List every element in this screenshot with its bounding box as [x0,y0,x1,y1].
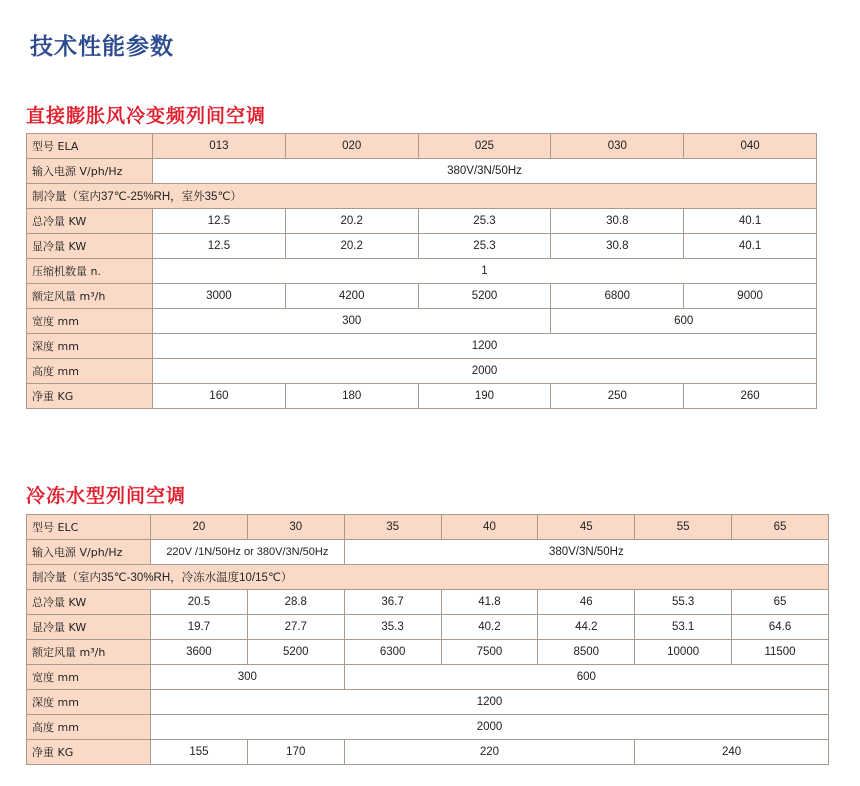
table-row-model [27,134,817,159]
value-cell: 11500 [732,640,829,665]
model-cell: 45 [538,515,635,540]
value-cell: 155 [151,740,248,765]
value-cell: 600 [344,665,828,690]
value-cell: 2000 [151,715,829,740]
value-cell: 20.2 [285,234,418,259]
value-cell: 180 [285,384,418,409]
value-cell: 1 [153,259,817,284]
table-row-width [27,309,817,334]
table-row-height [27,359,817,384]
table-row-cooling-note [27,565,829,590]
value-cell: 380V/3N/50Hz [344,540,828,565]
row-label: 额定风量 m³/h [27,640,151,665]
value-cell: 40.1 [684,234,817,259]
page-title: 技术性能参数 [30,34,174,60]
value-cell: 53.1 [635,615,732,640]
model-cell: 30 [247,515,344,540]
model-cell: 40 [441,515,538,540]
value-cell: 44.2 [538,615,635,640]
spec-table-ela [26,133,817,409]
table-row-depth [27,334,817,359]
table-row-weight [27,384,817,409]
row-label: 净重 KG [27,384,153,409]
value-cell: 2000 [153,359,817,384]
value-cell: 8500 [538,640,635,665]
value-cell: 250 [551,384,684,409]
value-cell: 46 [538,590,635,615]
row-label: 型号 ELC [27,515,151,540]
value-cell: 28.8 [247,590,344,615]
row-label: 高度 mm [27,715,151,740]
value-cell: 41.8 [441,590,538,615]
value-cell: 25.3 [418,234,551,259]
value-cell: 600 [551,309,817,334]
value-cell: 300 [153,309,551,334]
table-row-power [27,540,829,565]
value-cell: 10000 [635,640,732,665]
model-cell: 65 [732,515,829,540]
table-row-sensible-cooling [27,234,817,259]
value-cell: 5200 [418,284,551,309]
value-cell: 35.3 [344,615,441,640]
table-row-airflow [27,640,829,665]
value-cell: 25.3 [418,209,551,234]
row-label: 显冷量 KW [27,615,151,640]
table-row-airflow [27,284,817,309]
value-cell: 27.7 [247,615,344,640]
value-cell: 170 [247,740,344,765]
table-row-sensible-cooling [27,615,829,640]
row-label: 宽度 mm [27,309,153,334]
table-row-total-cooling [27,209,817,234]
value-cell: 7500 [441,640,538,665]
value-cell: 260 [684,384,817,409]
value-cell: 240 [635,740,829,765]
table-row-model [27,515,829,540]
row-label: 高度 mm [27,359,153,384]
value-cell: 12.5 [153,234,286,259]
cooling-note: 制冷量（室内35℃-30%RH，冷冻水温度10/15℃） [27,565,829,590]
model-cell: 020 [285,134,418,159]
value-cell: 3600 [151,640,248,665]
model-cell: 55 [635,515,732,540]
value-cell: 220 [344,740,635,765]
model-cell: 040 [684,134,817,159]
row-label: 型号 ELA [27,134,153,159]
value-cell: 190 [418,384,551,409]
row-label: 显冷量 KW [27,234,153,259]
model-cell: 025 [418,134,551,159]
value-cell: 30.8 [551,234,684,259]
value-cell: 4200 [285,284,418,309]
row-label: 输入电源 V/ph/Hz [27,540,151,565]
table-row-total-cooling [27,590,829,615]
row-label: 总冷量 KW [27,209,153,234]
value-cell: 64.6 [732,615,829,640]
model-cell: 35 [344,515,441,540]
value-cell: 380V/3N/50Hz [153,159,817,184]
row-label: 输入电源 V/ph/Hz [27,159,153,184]
row-label: 净重 KG [27,740,151,765]
value-cell: 5200 [247,640,344,665]
value-cell: 19.7 [151,615,248,640]
value-cell: 40.1 [684,209,817,234]
value-cell: 220V /1N/50Hz or 380V/3N/50Hz [151,540,345,565]
value-cell: 1200 [151,690,829,715]
value-cell: 160 [153,384,286,409]
row-label: 总冷量 KW [27,590,151,615]
model-cell: 030 [551,134,684,159]
value-cell: 65 [732,590,829,615]
value-cell: 55.3 [635,590,732,615]
spec-table-elc [26,514,829,765]
section-title-ela: 直接膨胀风冷变频列间空调 [26,105,267,127]
value-cell: 9000 [684,284,817,309]
row-label: 宽度 mm [27,665,151,690]
value-cell: 3000 [153,284,286,309]
table-row-height [27,715,829,740]
table-row-compressor [27,259,817,284]
model-cell: 013 [153,134,286,159]
table-row-power [27,159,817,184]
row-label: 额定风量 m³/h [27,284,153,309]
value-cell: 20.2 [285,209,418,234]
cooling-note: 制冷量（室内37℃-25%RH，室外35℃） [27,184,817,209]
row-label: 压缩机数量 n. [27,259,153,284]
section-title-elc: 冷冻水型列间空调 [26,485,187,507]
row-label: 深度 mm [27,334,153,359]
table-row-cooling-note [27,184,817,209]
value-cell: 36.7 [344,590,441,615]
table-row-width [27,665,829,690]
value-cell: 6800 [551,284,684,309]
value-cell: 1200 [153,334,817,359]
value-cell: 12.5 [153,209,286,234]
table-row-depth [27,690,829,715]
table-row-weight [27,740,829,765]
row-label: 深度 mm [27,690,151,715]
value-cell: 30.8 [551,209,684,234]
value-cell: 20.5 [151,590,248,615]
model-cell: 20 [151,515,248,540]
value-cell: 40.2 [441,615,538,640]
value-cell: 6300 [344,640,441,665]
value-cell: 300 [151,665,345,690]
